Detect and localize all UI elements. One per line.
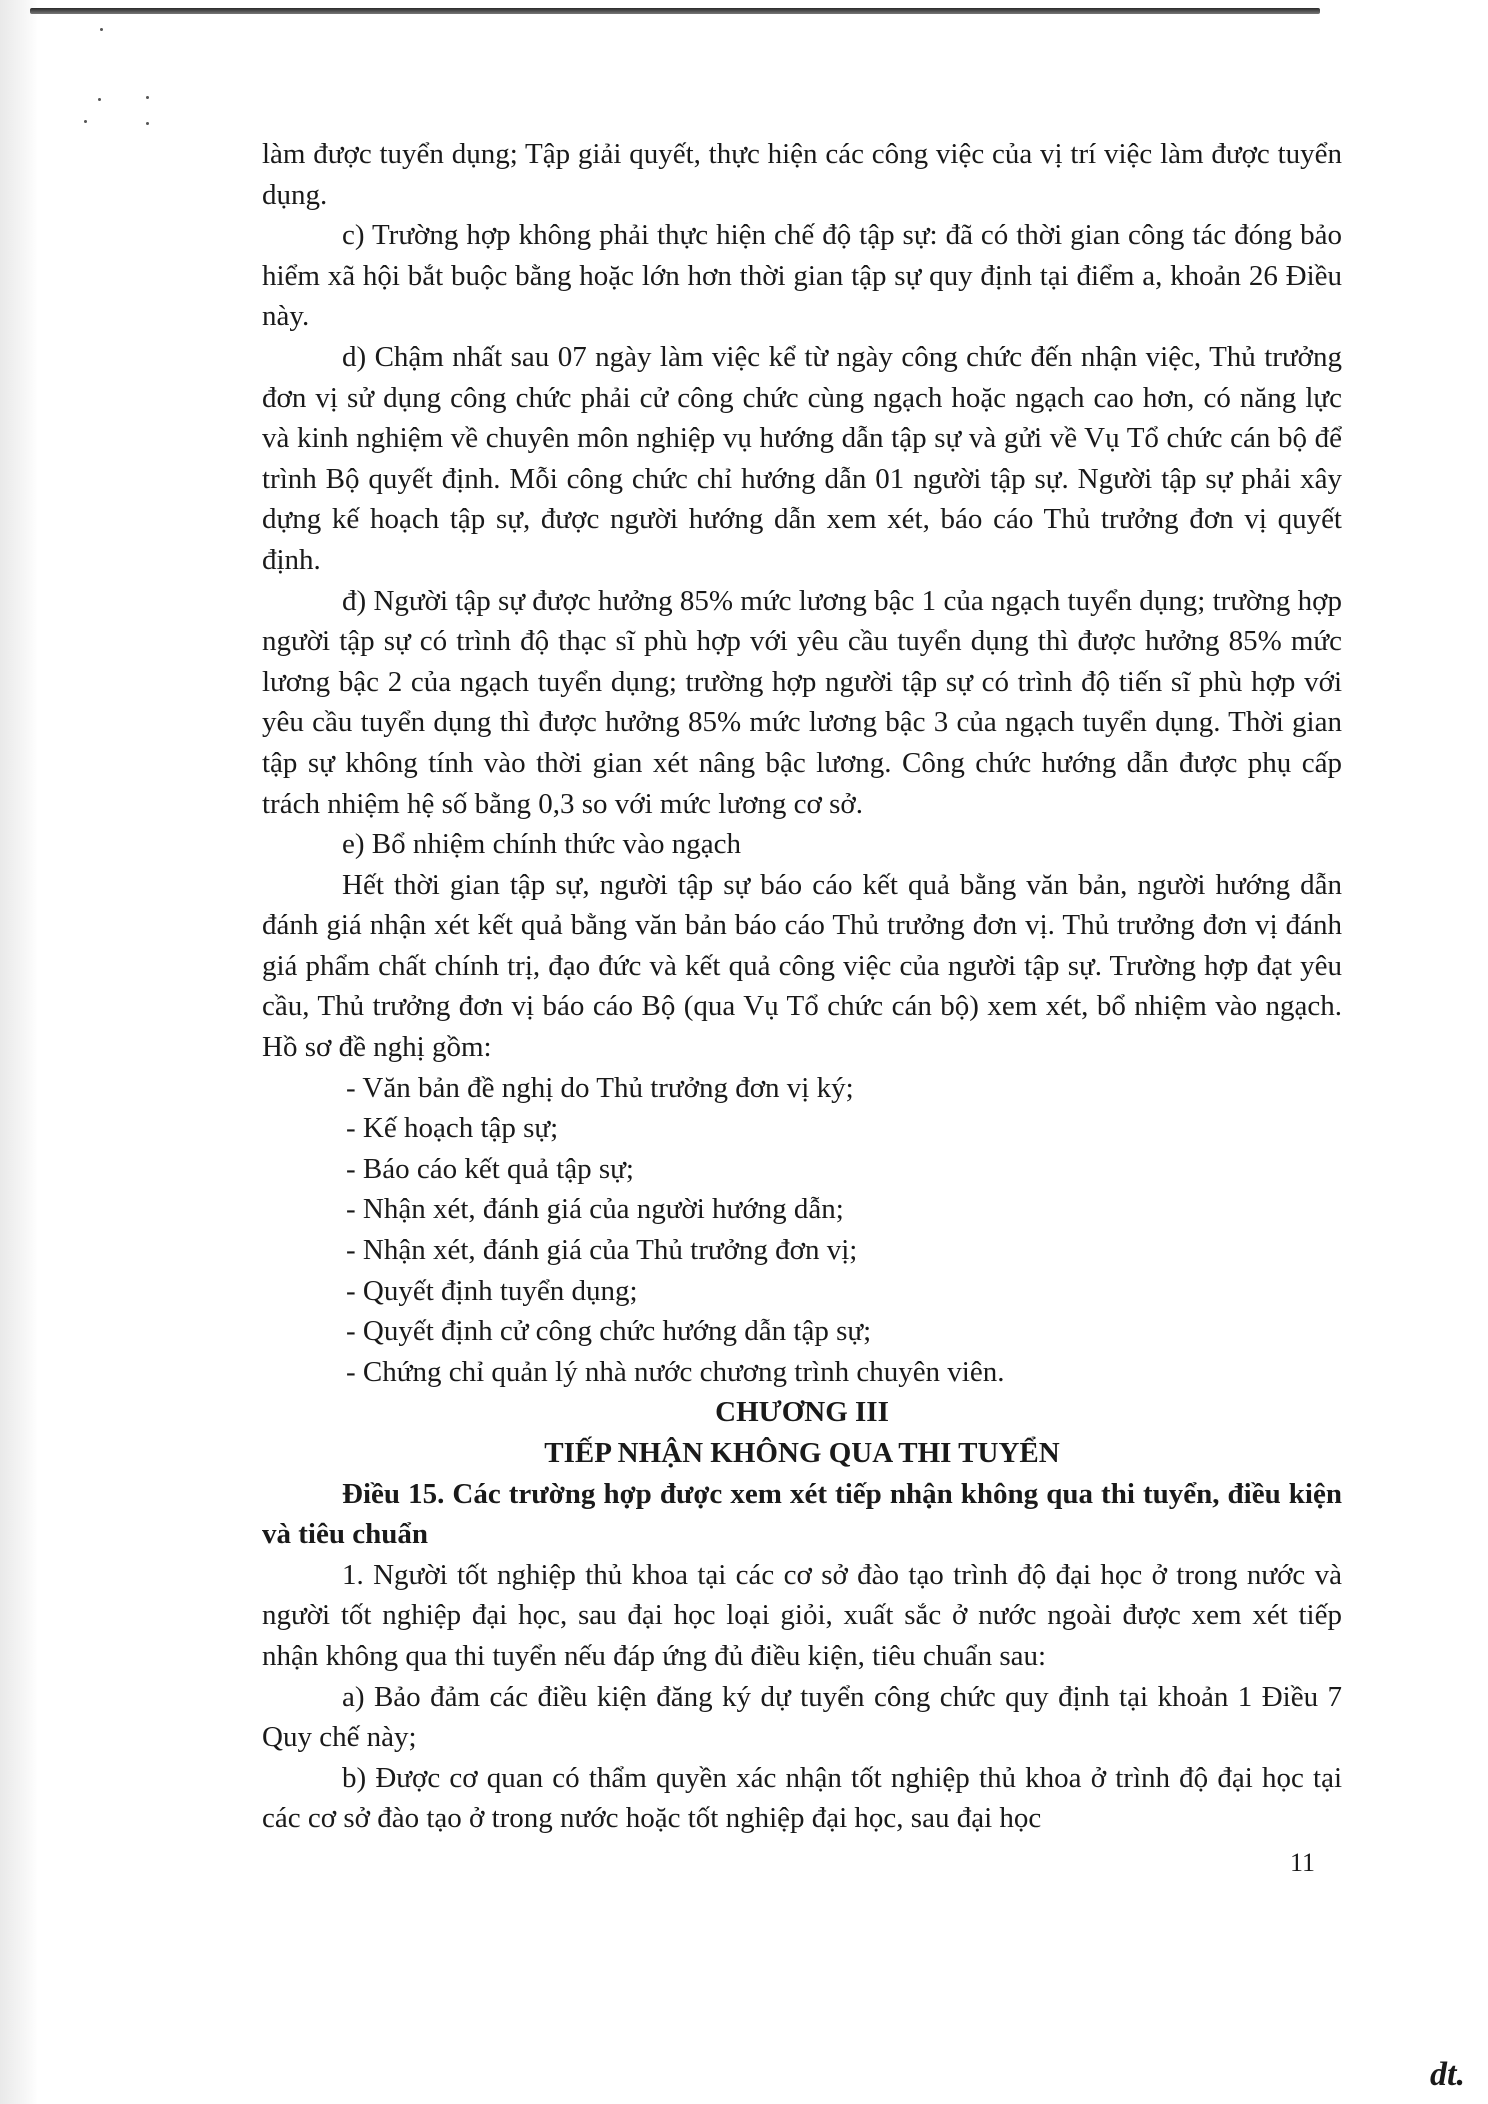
page-number: 11 <box>1290 1848 1316 1877</box>
list-item: - Kế hoạch tập sự; <box>346 1112 559 1145</box>
list-item: - Quyết định cử công chức hướng dẫn tập sự; <box>346 1315 872 1348</box>
scan-speck <box>146 122 149 125</box>
paragraph: 1. Người tốt nghiệp thủ khoa tại các cơ sở đào tạo trình độ đại học ở trong nước và người tốt nghiệp đại học, sau đại học loại giỏi, xuất sắc ở nước ngoài được xem xét tiếp nhận không qua thi tuyển nếu đáp ứng đủ điều kiện, tiêu chuẩn sau: <box>262 1558 1342 1672</box>
list-item: - Báo cáo kết quả tập sự; <box>346 1152 634 1185</box>
list-item: - Văn bản đề nghị do Thủ trưởng đơn vị ký; <box>346 1071 854 1104</box>
scan-speck <box>98 98 101 101</box>
paragraph: e) Bổ nhiệm chính thức vào ngạch <box>342 828 742 861</box>
paragraph: làm được tuyển dụng; Tập giải quyết, thực hiện các công việc của vị trí việc làm được tuyển dụng. <box>262 138 1342 211</box>
scan-speck <box>146 96 149 99</box>
document-body <box>262 134 1342 1839</box>
list-item: - Quyết định tuyển dụng; <box>346 1274 638 1307</box>
initials-signature: dt. <box>1430 2056 1465 2093</box>
list-item: - Chứng chỉ quản lý nhà nước chương trình chuyên viên. <box>346 1355 1005 1388</box>
scan-speck <box>100 28 103 31</box>
scan-left-shadow <box>0 0 38 2104</box>
paragraph: Hết thời gian tập sự, người tập sự báo cáo kết quả bằng văn bản, người hướng dẫn đánh giá nhận xét kết quả bằng văn bản báo cáo Thủ trưởng đơn vị. Thủ trưởng đơn vị đánh giá phẩm chất chính trị, đạo đức và kết quả công việc của người tập sự. Trường hợp đạt yêu cầu, Thủ trưởng đơn vị báo cáo Bộ (qua Vụ Tổ chức cán bộ) xem xét, bổ nhiệm vào ngạch. Hồ sơ đề nghị gồm: <box>262 868 1342 1064</box>
chapter-number: CHƯƠNG III <box>715 1396 889 1429</box>
chapter-title: TIẾP NHẬN KHÔNG QUA THI TUYỂN <box>544 1437 1060 1469</box>
scan-top-edge <box>30 8 1320 14</box>
document-list <box>262 1068 1342 1393</box>
paragraph: c) Trường hợp không phải thực hiện chế độ tập sự: đã có thời gian công tác đóng bảo hiểm xã hội bắt buộc bằng hoặc lớn hơn thời gian tập sự quy định tại điểm a, khoản 26 Điều này. <box>262 219 1342 333</box>
paragraph: a) Bảo đảm các điều kiện đăng ký dự tuyển công chức quy định tại khoản 1 Điều 7 Quy chế này; <box>262 1680 1342 1754</box>
paragraph: đ) Người tập sự được hưởng 85% mức lương bậc 1 của ngạch tuyển dụng; trường hợp người tập sự có trình độ thạc sĩ phù hợp với yêu cầu tuyển dụng thì được hưởng 85% mức lương bậc 2 của ngạch tuyển dụng; trường hợp người tập sự có trình độ tiến sĩ phù hợp với yêu cầu tuyển dụng thì được hưởng 85% mức lương bậc 3 của ngạch tuyển dụng. Thời gian tập sự không tính vào thời gian xét nâng bậc lương. Công chức hướng dẫn được phụ cấp trách nhiệm hệ số bằng 0,3 so với mức lương cơ sở. <box>262 584 1342 820</box>
paragraph: b) Được cơ quan có thẩm quyền xác nhận tốt nghiệp thủ khoa ở trình độ đại học tại các cơ sở đào tạo ở trong nước hoặc tốt nghiệp đại học, sau đại học <box>262 1761 1342 1835</box>
scan-speck <box>84 120 87 123</box>
paragraph: d) Chậm nhất sau 07 ngày làm việc kể từ ngày công chức đến nhận việc, Thủ trưởng đơn vị sử dụng công chức phải cử công chức cùng ngạch hoặc ngạch cao hơn, có năng lực và kinh nghiệm về chuyên môn nghiệp vụ hướng dẫn tập sự và gửi về Vụ Tổ chức cán bộ để trình Bộ quyết định. Mỗi công chức chỉ hướng dẫn 01 người tập sự. Người tập sự phải xây dựng kế hoạch tập sự, được người hướng dẫn xem xét, báo cáo Thủ trưởng đơn vị quyết định. <box>262 340 1342 576</box>
list-item: - Nhận xét, đánh giá của người hướng dẫn; <box>346 1193 844 1226</box>
list-item: - Nhận xét, đánh giá của Thủ trưởng đơn vị; <box>346 1234 858 1267</box>
article-heading: Điều 15. Các trường hợp được xem xét tiếp nhận không qua thi tuyển, điều kiện và tiêu chuẩn <box>262 1477 1342 1551</box>
